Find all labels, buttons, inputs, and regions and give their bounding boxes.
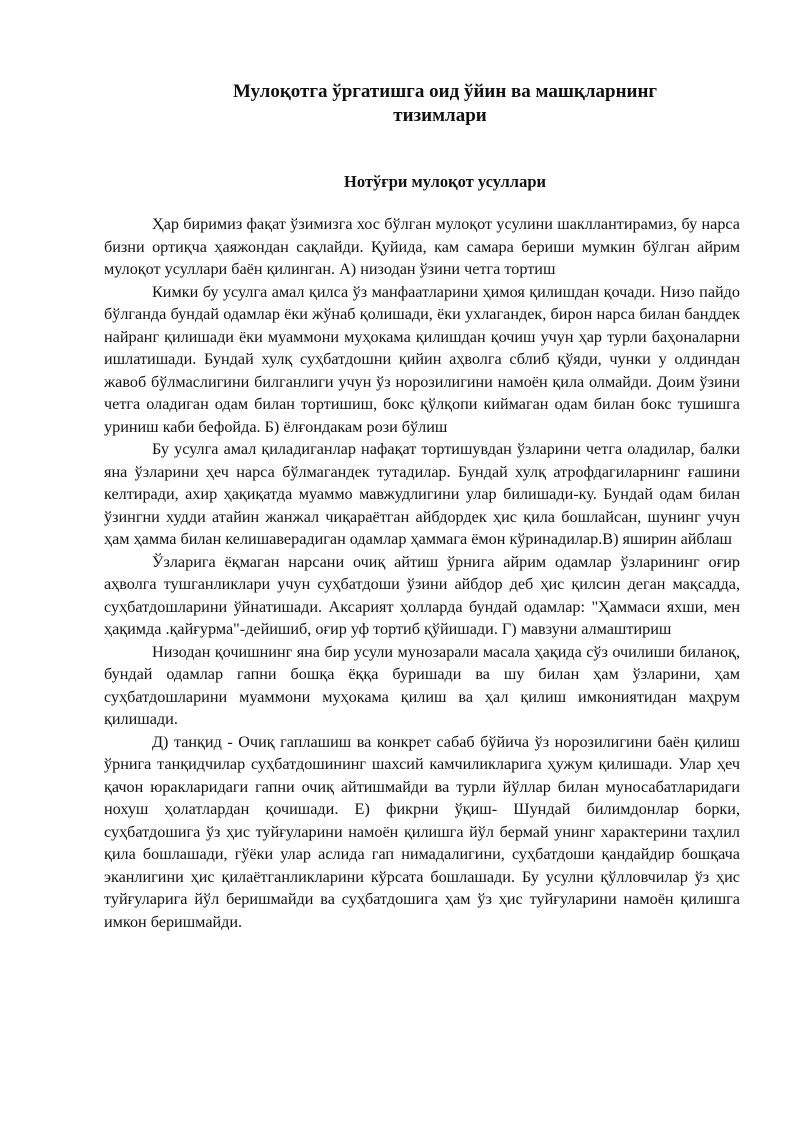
paragraph: Ўзларига ёқмаган нарсани очиқ айтиш ўрнига айрим одамлар ўзларининг оғир аҳволга тушганликлари учун суҳбатдоши ўзини айбдор деб ҳис қилсин деган мақсадда, суҳбатдошларини ўйнатишади. Аксарият ҳолларда бундай одамлар: "Ҳаммаси яхши, мен ҳақимда .қайғурма"-дейишиб, оғир уф тортиб қўйишади. Г) мавзуни алмаштириш: [104, 552, 740, 638]
title-line-2: тизимлари: [393, 105, 487, 126]
paragraph: Низодан қочишнинг яна бир усули мунозарали масала ҳақида сўз очилиши биланоқ, бундай одамлар гапни бошқа ёққа буришади ва шу билан ҳам ўзларини, ҳам суҳбатдошларини муаммони муҳокама қилиш ва ҳал қилиш имкониятидан маҳрум қилишади.: [104, 642, 740, 728]
paragraph: Ҳар биримиз фақат ўзимизга хос бўлган мулоқот усулини шакллантирамиз, бу нарса бизни ортиқча ҳаяжондан сақлайди. Қуйида, кам самара бериши мумкин бўлган айрим мулоқот усуллари баён қилинган. А) низодан ўзини четга тортиш: [104, 215, 740, 278]
page-title: [150, 80, 730, 128]
document-body: [104, 213, 740, 933]
section-heading: Нотўғри мулоқот усуллари: [343, 172, 546, 191]
paragraph: Д) танқид - Очиқ гаплашиш ва конкрет сабаб бўйича ўз норозилигини баён қилиш ўрнига танқидчилар суҳбатдошининг шахсий камчиликларига ҳужум қилишади. Улар ҳеч қачон юракларидаги гапни очиқ айтишмайди ва турли йўллар билан муносабатларидаги нохуш ҳолатлардан қочишади. Е) фикрни ўқиш- Шундай билимдонлар борки, суҳбатдошига ўз ҳис туйғуларини намоён қилишга йўл бермай унинг характерини таҳлил қила бошлашади, гўёки улар аслида гап нимадалигини, суҳбатдоши қандайдир бошқача эканлигини ҳис қилаётганликларини кўрсата бошлашади. Бу усулни қўлловчилар ўз ҳис туйғуларига йўл беришмайди ва суҳбатдошига ҳам ўз ҳис туйғуларини намоён қилишга имкон беришмайди.: [104, 732, 740, 931]
paragraph: Кимки бу усулга амал қилса ўз манфаатларини ҳимоя қилишдан қочади. Низо пайдо бўлганда бундай одамлар ёки жўнаб қолишади, ёки ухлагандек, бирон нарса билан банддек найранг қилишади ёки муаммони муҳокама қилишдан қочиш учун ҳар турли баҳоналарни ишлатишади. Бундай хулқ суҳбатдошни қийин аҳволга сблиб қўяди, чунки у олдиндан жавоб бўлмаслигини билганлиги учун ўз норозилигини намоён қила олмайди. Доим ўзини четга оладиган одам билан тортишиш, бокс қўлқопи киймаган одам билан бокс тушишга уриниш каби бефойда. Б) ёлғондакам рози бўлиш: [104, 282, 740, 436]
title-line-1: Мулоқотга ўргатишга оид ўйин ва машқларнинг: [232, 81, 658, 102]
paragraph: Бу усулга амал қиладиганлар нафақат тортишувдан ўзларини четга оладилар, балки яна ўзларини ҳеч нарса бўлмагандек тутадилар. Бундай хулқ атрофдагиларнинг ғашини келтиради, ахир ҳақиқатда муаммо мавжудлигини улар билишади-ку. Бундай одам билан ўзингни худди атайин жанжал чиқараётган айбдордек ҳис қила бошлайсан, шунинг учун ҳам ҳамма билан келишаверадиган одамлар ҳаммага ёмон кўринадилар.В) яширин айблаш: [104, 440, 740, 548]
